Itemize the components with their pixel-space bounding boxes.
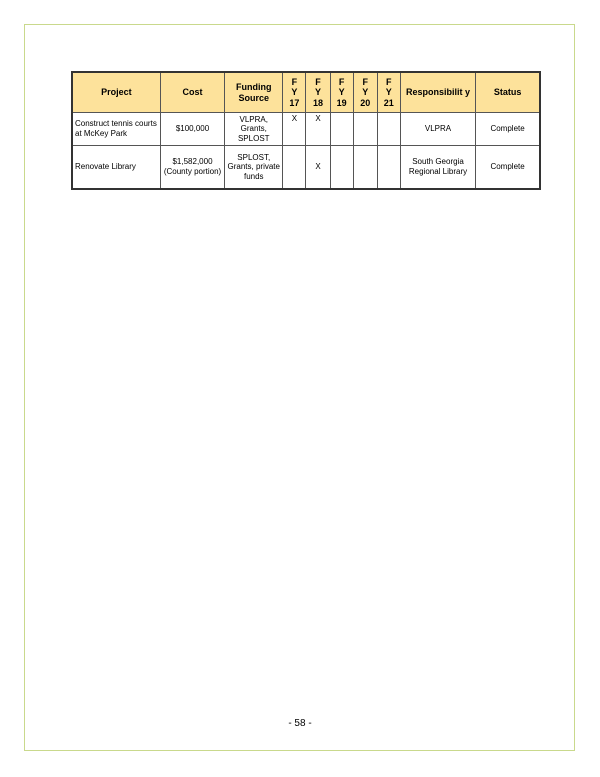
header-fy20-part: F	[362, 76, 368, 87]
header-fy20	[353, 72, 377, 113]
header-fy19-part: Y	[338, 87, 345, 98]
page-number: - 58 -	[288, 718, 312, 729]
header-fy21-part: 21	[383, 97, 394, 108]
table-row	[72, 146, 540, 190]
header-fy18-part: F	[315, 76, 321, 87]
table-row	[72, 113, 540, 146]
header-fy20-part: 20	[360, 97, 371, 108]
header-status: Status	[476, 72, 540, 113]
cell-fy21	[377, 146, 400, 190]
header-project: Project	[72, 72, 160, 113]
cell-responsibility: South Georgia Regional Library	[400, 146, 475, 190]
header-funding-source: Funding Source	[225, 72, 283, 113]
header-fy21	[377, 72, 400, 113]
cell-fy18: X	[306, 113, 330, 146]
cell-fy17: X	[283, 113, 306, 146]
header-fy19	[330, 72, 353, 113]
header-fy17-part: F	[291, 76, 298, 87]
header-fy18	[306, 72, 330, 113]
header-fy17-part: Y	[291, 87, 298, 98]
header-fy19-part: 19	[336, 97, 347, 108]
cell-funding-source: SPLOST, Grants, private funds	[225, 146, 283, 190]
projects-table	[71, 71, 541, 190]
cell-cost: $100,000	[160, 113, 224, 146]
header-fy20-part: Y	[362, 87, 369, 98]
header-fy18-part: Y	[315, 87, 322, 98]
header-fy18-part: 18	[313, 97, 324, 108]
cell-cost: $1,582,000 (County portion)	[160, 146, 224, 190]
cell-fy20	[353, 146, 377, 190]
table-header-row	[72, 72, 540, 113]
cell-fy18: X	[306, 146, 330, 190]
header-fy21-part: F	[386, 76, 392, 87]
cell-funding-source: VLPRA, Grants, SPLOST	[225, 113, 283, 146]
header-fy19-part: F	[338, 76, 345, 87]
cell-fy19	[330, 146, 353, 190]
header-fy21-part: Y	[385, 87, 392, 98]
cell-fy17	[283, 146, 306, 190]
header-fy17-part: 17	[289, 97, 300, 108]
header-fy17	[283, 72, 306, 113]
cell-project: Renovate Library	[72, 146, 160, 190]
cell-status: Complete	[476, 113, 540, 146]
header-cost: Cost	[160, 72, 224, 113]
cell-fy20	[353, 113, 377, 146]
cell-fy19	[330, 113, 353, 146]
cell-responsibility: VLPRA	[400, 113, 475, 146]
cell-status: Complete	[476, 146, 540, 190]
cell-fy21	[377, 113, 400, 146]
cell-project: Construct tennis courts at McKey Park	[72, 113, 160, 146]
header-responsibility: Responsibilit y	[400, 72, 475, 113]
